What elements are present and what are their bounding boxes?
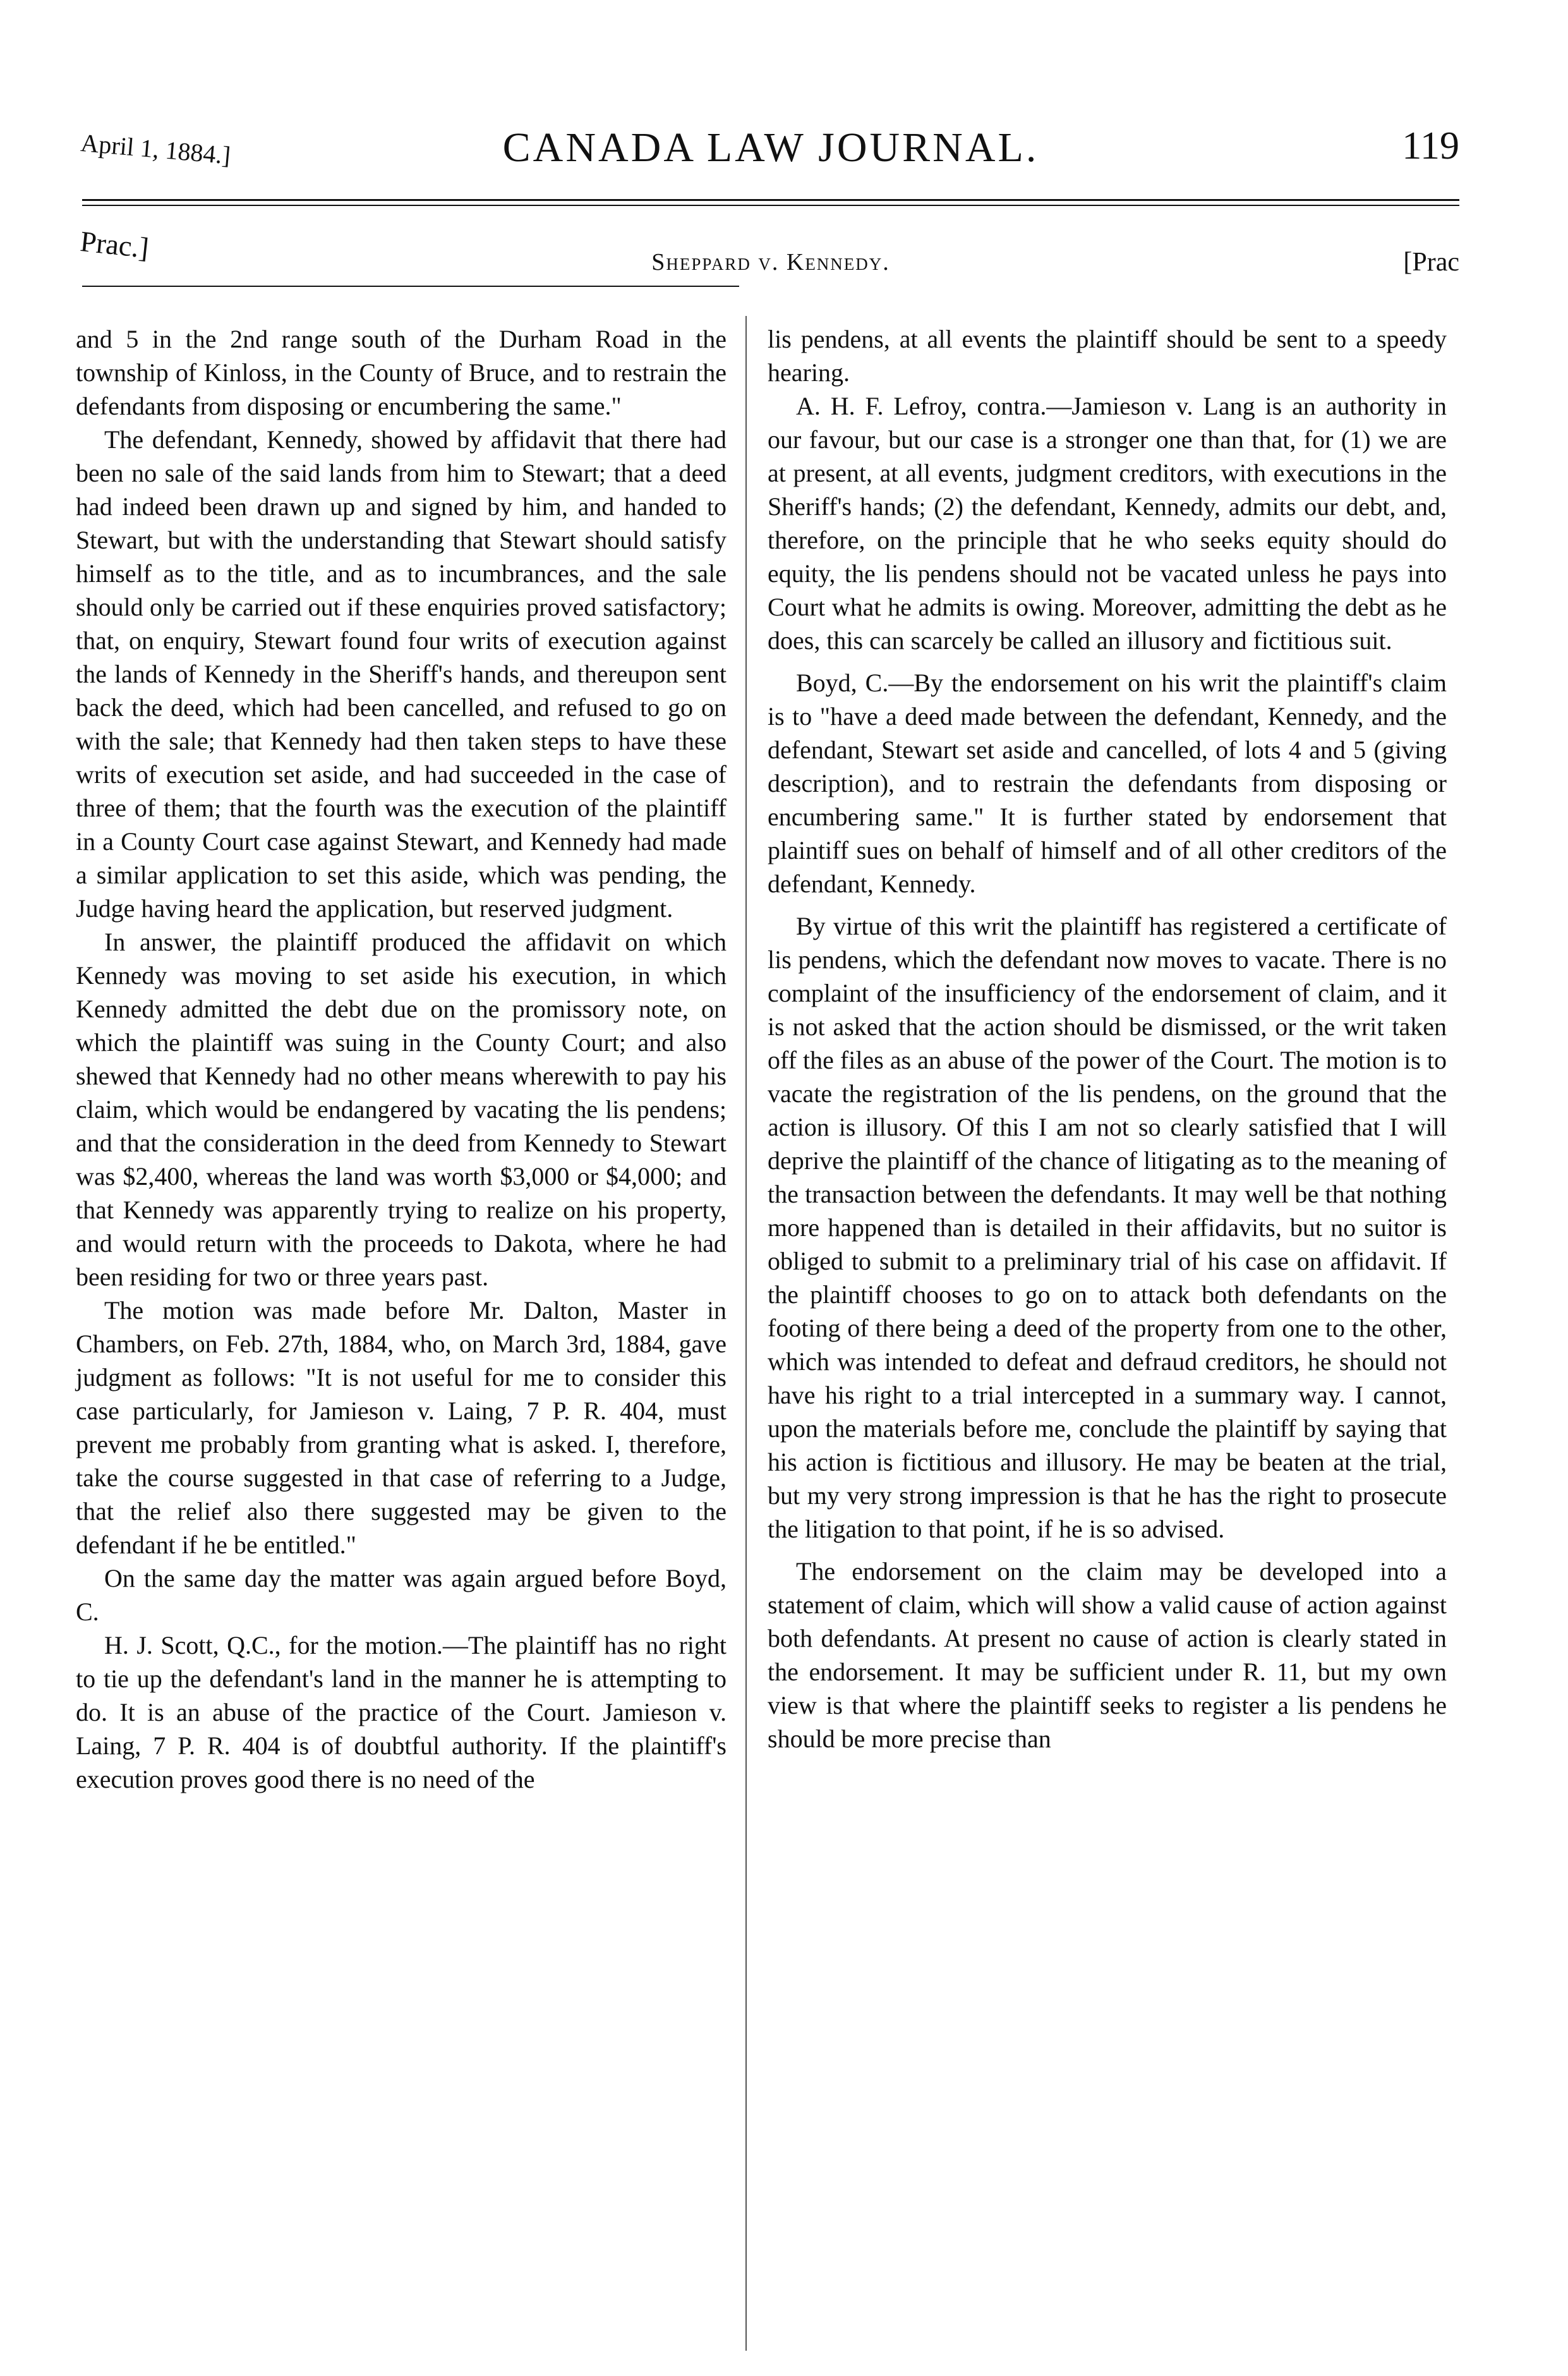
paragraph: In answer, the plaintiff produced the affidavit on which Kennedy was moving to set aside his execution, in which Kennedy admitted the debt due on the promissory note, on which the plaintiff was suing in the County Court; and also shewed that Kennedy had no other means wherewith to pay his claim, which would be endangered by vacating the lis pendens; and that the consideration in the deed from Kennedy to Stewart was $2,400, whereas the land was worth $3,000 or $4,000; and that Kennedy was apparently trying to realize on his property, and would return with the proceeds to Dakota, where he had been residing for two or three years past.	[76, 928, 727, 1291]
case-subheader	[78, 224, 1459, 281]
header-rule-secondary	[82, 205, 1459, 206]
subheader-rule	[82, 286, 739, 287]
journal-title: CANADA LAW JOURNAL.	[502, 124, 1039, 171]
right-column	[768, 322, 1447, 1755]
section-label-right: [Prac	[1403, 248, 1459, 277]
paragraph: H. J. Scott, Q.C., for the motion.—The plaintiff has no right to tie up the defendant's land in the manner he is attempting to do. It is an abuse of the practice of the Court. Jamieson v. Laing, 7 P. R. 404 is of doubtful authority. If the plaintiff's execution proves good there is no need of the	[76, 1631, 727, 1793]
case-title: Sheppard v. Kennedy.	[651, 249, 890, 276]
left-column	[76, 322, 727, 1796]
section-label-left: Prac.]	[78, 224, 150, 265]
paragraph: A. H. F. Lefroy, contra.—Jamieson v. Lang is an authority in our favour, but our case is a stronger one than that, for (1) we are at present, at all events, judgment creditors, with executions in the Sheriff's hands; (2) the defendant, Kennedy, admits our debt, and, therefore, on the principle that he who seeks equity should do equity, the lis pendens should not be vacated unless he pays into Court what he admits is owing. Moreover, admitting the debt as he does, this can scarcely be called an illusory and fictitious suit.	[768, 392, 1447, 655]
paragraph: The endorsement on the claim may be developed into a statement of claim, which will show a valid cause of action against both defendants. At present no cause of action is clearly stated in the endorsement. It may be sufficient under R. 11, but my own view is that where the plaintiff seeks to register a lis pendens he should be more precise than	[768, 1557, 1447, 1753]
paragraph: By virtue of this writ the plaintiff has registered a certificate of lis pendens, which the defendant now moves to vacate. There is no complaint of the insufficiency of the endorsement of claim, and it is not asked that the action should be dismissed, or the writ taken off the files as an abuse of the power of the Court. The motion is to vacate the registration of the lis pendens, on the ground that the action is illusory. Of this I am not so clearly satisfied that I will deprive the plaintiff of the chance of litigating as to the meaning of the transaction between the defendants. It may well be that nothing more happened than is detailed in their affidavits, but no suitor is obliged to submit to a preliminary trial of his case on affidavit. If the plaintiff chooses to go on to attack both defendants on the footing of there being a deed of the property from one to the other, which was intended to defeat and defraud creditors, he should not have his right to a trial intercepted in a summary way. I cannot, upon the materials before me, conclude the plaintiff by saying that his action is fictitious and illusory. He may be beaten at the trial, but my very strong impression is that he has the right to prosecute the litigation to that point, if he is so advised.	[768, 912, 1447, 1543]
issue-date: April 1, 1884.]	[79, 128, 232, 170]
paragraph: On the same day the matter was again argued before Boyd, C.	[76, 1564, 727, 1626]
paragraph: The motion was made before Mr. Dalton, Master in Chambers, on Feb. 27th, 1884, who, on March 3rd, 1884, gave judgment as follows: "It is not useful for me to consider this case particularly, for Jamieson v. Laing, 7 P. R. 404, must prevent me probably from granting what is asked. I, therefore, take the course suggested in that case of referring to a Judge, that the relief also there suggested may be given to the defendant if he be entitled."	[76, 1296, 727, 1559]
column-divider	[745, 316, 747, 2351]
paragraph: lis pendens, at all events the plaintiff should be sent to a speedy hearing.	[768, 325, 1447, 387]
page-number: 119	[1402, 124, 1459, 167]
paragraph: and 5 in the 2nd range south of the Durham Road in the township of Kinloss, in the County of Bruce, and to restrain the defendants from disposing or encumbering the same."	[76, 325, 727, 420]
paragraph: Boyd, C.—By the endorsement on his writ the plaintiff's claim is to "have a deed made between the defendant, Kennedy, and the defendant, Stewart set aside and cancelled, of lots 4 and 5 (giving description), and to restrain the defendants from disposing or encumbering same." It is further stated by endorsement that plaintiff sues on behalf of himself and of all other creditors of the defendant, Kennedy.	[768, 669, 1447, 898]
page-header	[79, 120, 1459, 190]
header-rule	[82, 199, 1459, 201]
paragraph: The defendant, Kennedy, showed by affidavit that there had been no sale of the said lands from him to Stewart; that a deed had indeed been drawn up and signed by him, and handed to Stewart, but with the understanding that Stewart should satisfy himself as to the title, and as to incumbrances, and the sale should only be carried out if these enquiries proved satisfactory; that, on enquiry, Stewart found four writs of execution against the lands of Kennedy in the Sheriff's hands, and thereupon sent back the deed, which had been cancelled, and refused to go on with the sale; that Kennedy had then taken steps to have these writs of execution set aside, and had succeeded in the case of three of them; that the fourth was the execution of the plaintiff in a County Court case against Stewart, and Kennedy had made a similar application to set this aside, which was pending, the Judge having heard the application, but reserved judgment.	[76, 425, 727, 923]
